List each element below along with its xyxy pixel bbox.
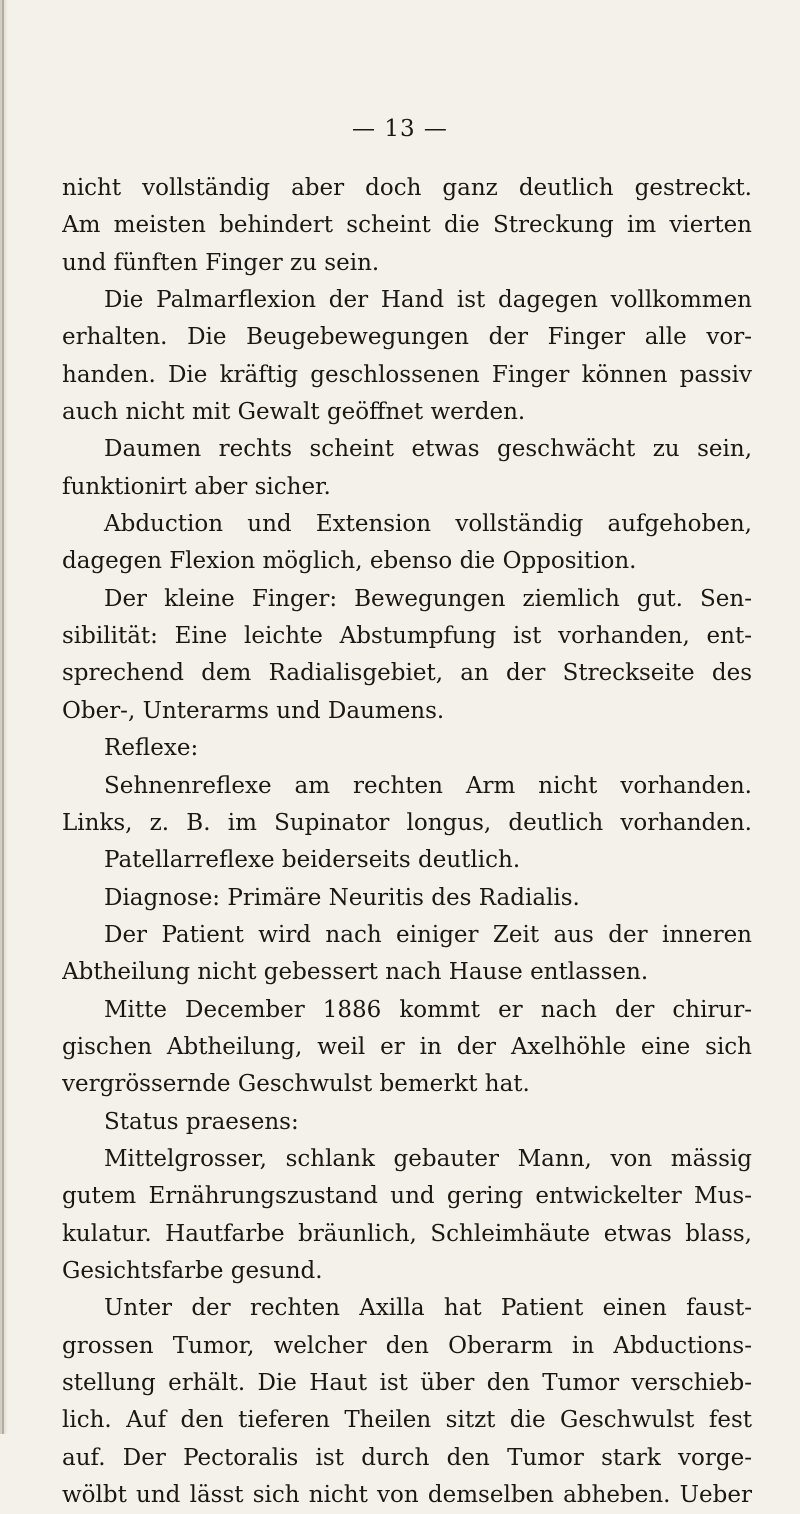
text-line: Der Patient wird nach einiger Zeit aus der inneren [104,921,752,948]
text-line: funktionirt aber sicher. [62,473,331,500]
text-line: erhalten. Die Beugebewegungen der Finger alle vor- [62,324,752,351]
text-line: Links, z. B. im Supinator longus, deutlich vorhanden. [62,809,752,836]
text-line: Sehnenreflexe am rechten Arm nicht vorhanden. [104,772,752,799]
text-line: Mittelgrosser, schlank gebauter Mann, von mässig [104,1145,752,1172]
text-line: Reflexe: [104,735,199,762]
text-line: Abtheilung nicht gebessert nach Hause entlassen. [62,959,649,986]
text-line: Daumen rechts scheint etwas geschwächt zu sein, [104,436,752,463]
text-line: wölbt und lässt sich nicht von demselben abheben. Ueber [62,1482,752,1509]
text-line: gischen Abtheilung, weil er in der Axelhöhle eine sich [62,1033,752,1060]
text-line: stellung erhält. Die Haut ist über den Tumor verschieb- [62,1370,752,1396]
text-line: Abduction und Extension vollständig aufgehoben, [104,511,752,538]
text-line: lich. Auf den tieferen Theilen sitzt die Geschwulst fest [62,1407,752,1434]
text-line: Die Palmarflexion der Hand ist dagegen vollkommen [104,287,752,314]
text-line: Am meisten behindert scheint die Streckung im vierten [62,212,752,239]
text-line: handen. Die kräftig geschlossenen Finger können passiv [62,361,752,388]
body-text [62,170,752,1514]
text-line: auf. Der Pectoralis ist durch den Tumor stark vorge- [62,1444,752,1471]
text-line: Gesichtsfarbe gesund. [62,1257,323,1284]
text-line: Der kleine Finger: Bewegungen ziemlich gut. Sen- [104,585,752,612]
text-line: Status praesens: [104,1108,299,1135]
text-line: dagegen Flexion möglich, ebenso die Opposition. [62,548,637,575]
text-line: Ober-, Unterarms und Daumens. [62,697,445,724]
text-line: Patellarreflexe beiderseits deutlich. [104,847,521,874]
text-line: Mitte December 1886 kommt er nach der chirur- [104,996,752,1023]
text-line: kulatur. Hautfarbe bräunlich, Schleimhäute etwas blass, [62,1220,752,1247]
text-line: vergrössernde Geschwulst bemerkt hat. [62,1071,530,1098]
text-line: gutem Ernährungszustand und gering entwickelter Mus- [62,1183,752,1210]
text-line: Diagnose: Primäre Neuritis des Radialis. [104,884,580,911]
text-line: auch nicht mit Gewalt geöffnet werden. [62,399,526,426]
text-line: Unter der rechten Axilla hat Patient einen faust- [104,1295,752,1322]
page-number: — 13 — [352,116,448,142]
text-line: sprechend dem Radialisgebiet, an der Streckseite des [62,660,752,687]
text-line: nicht vollständig aber doch ganz deutlich gestreckt. [62,175,752,201]
text-line: grossen Tumor, welcher den Oberarm in Abductions- [62,1332,752,1359]
page-spine-edge [2,0,4,1434]
text-line: sibilität: Eine leichte Abstumpfung ist vorhanden, ent- [62,623,752,650]
text-line: und fünften Finger zu sein. [62,249,380,276]
